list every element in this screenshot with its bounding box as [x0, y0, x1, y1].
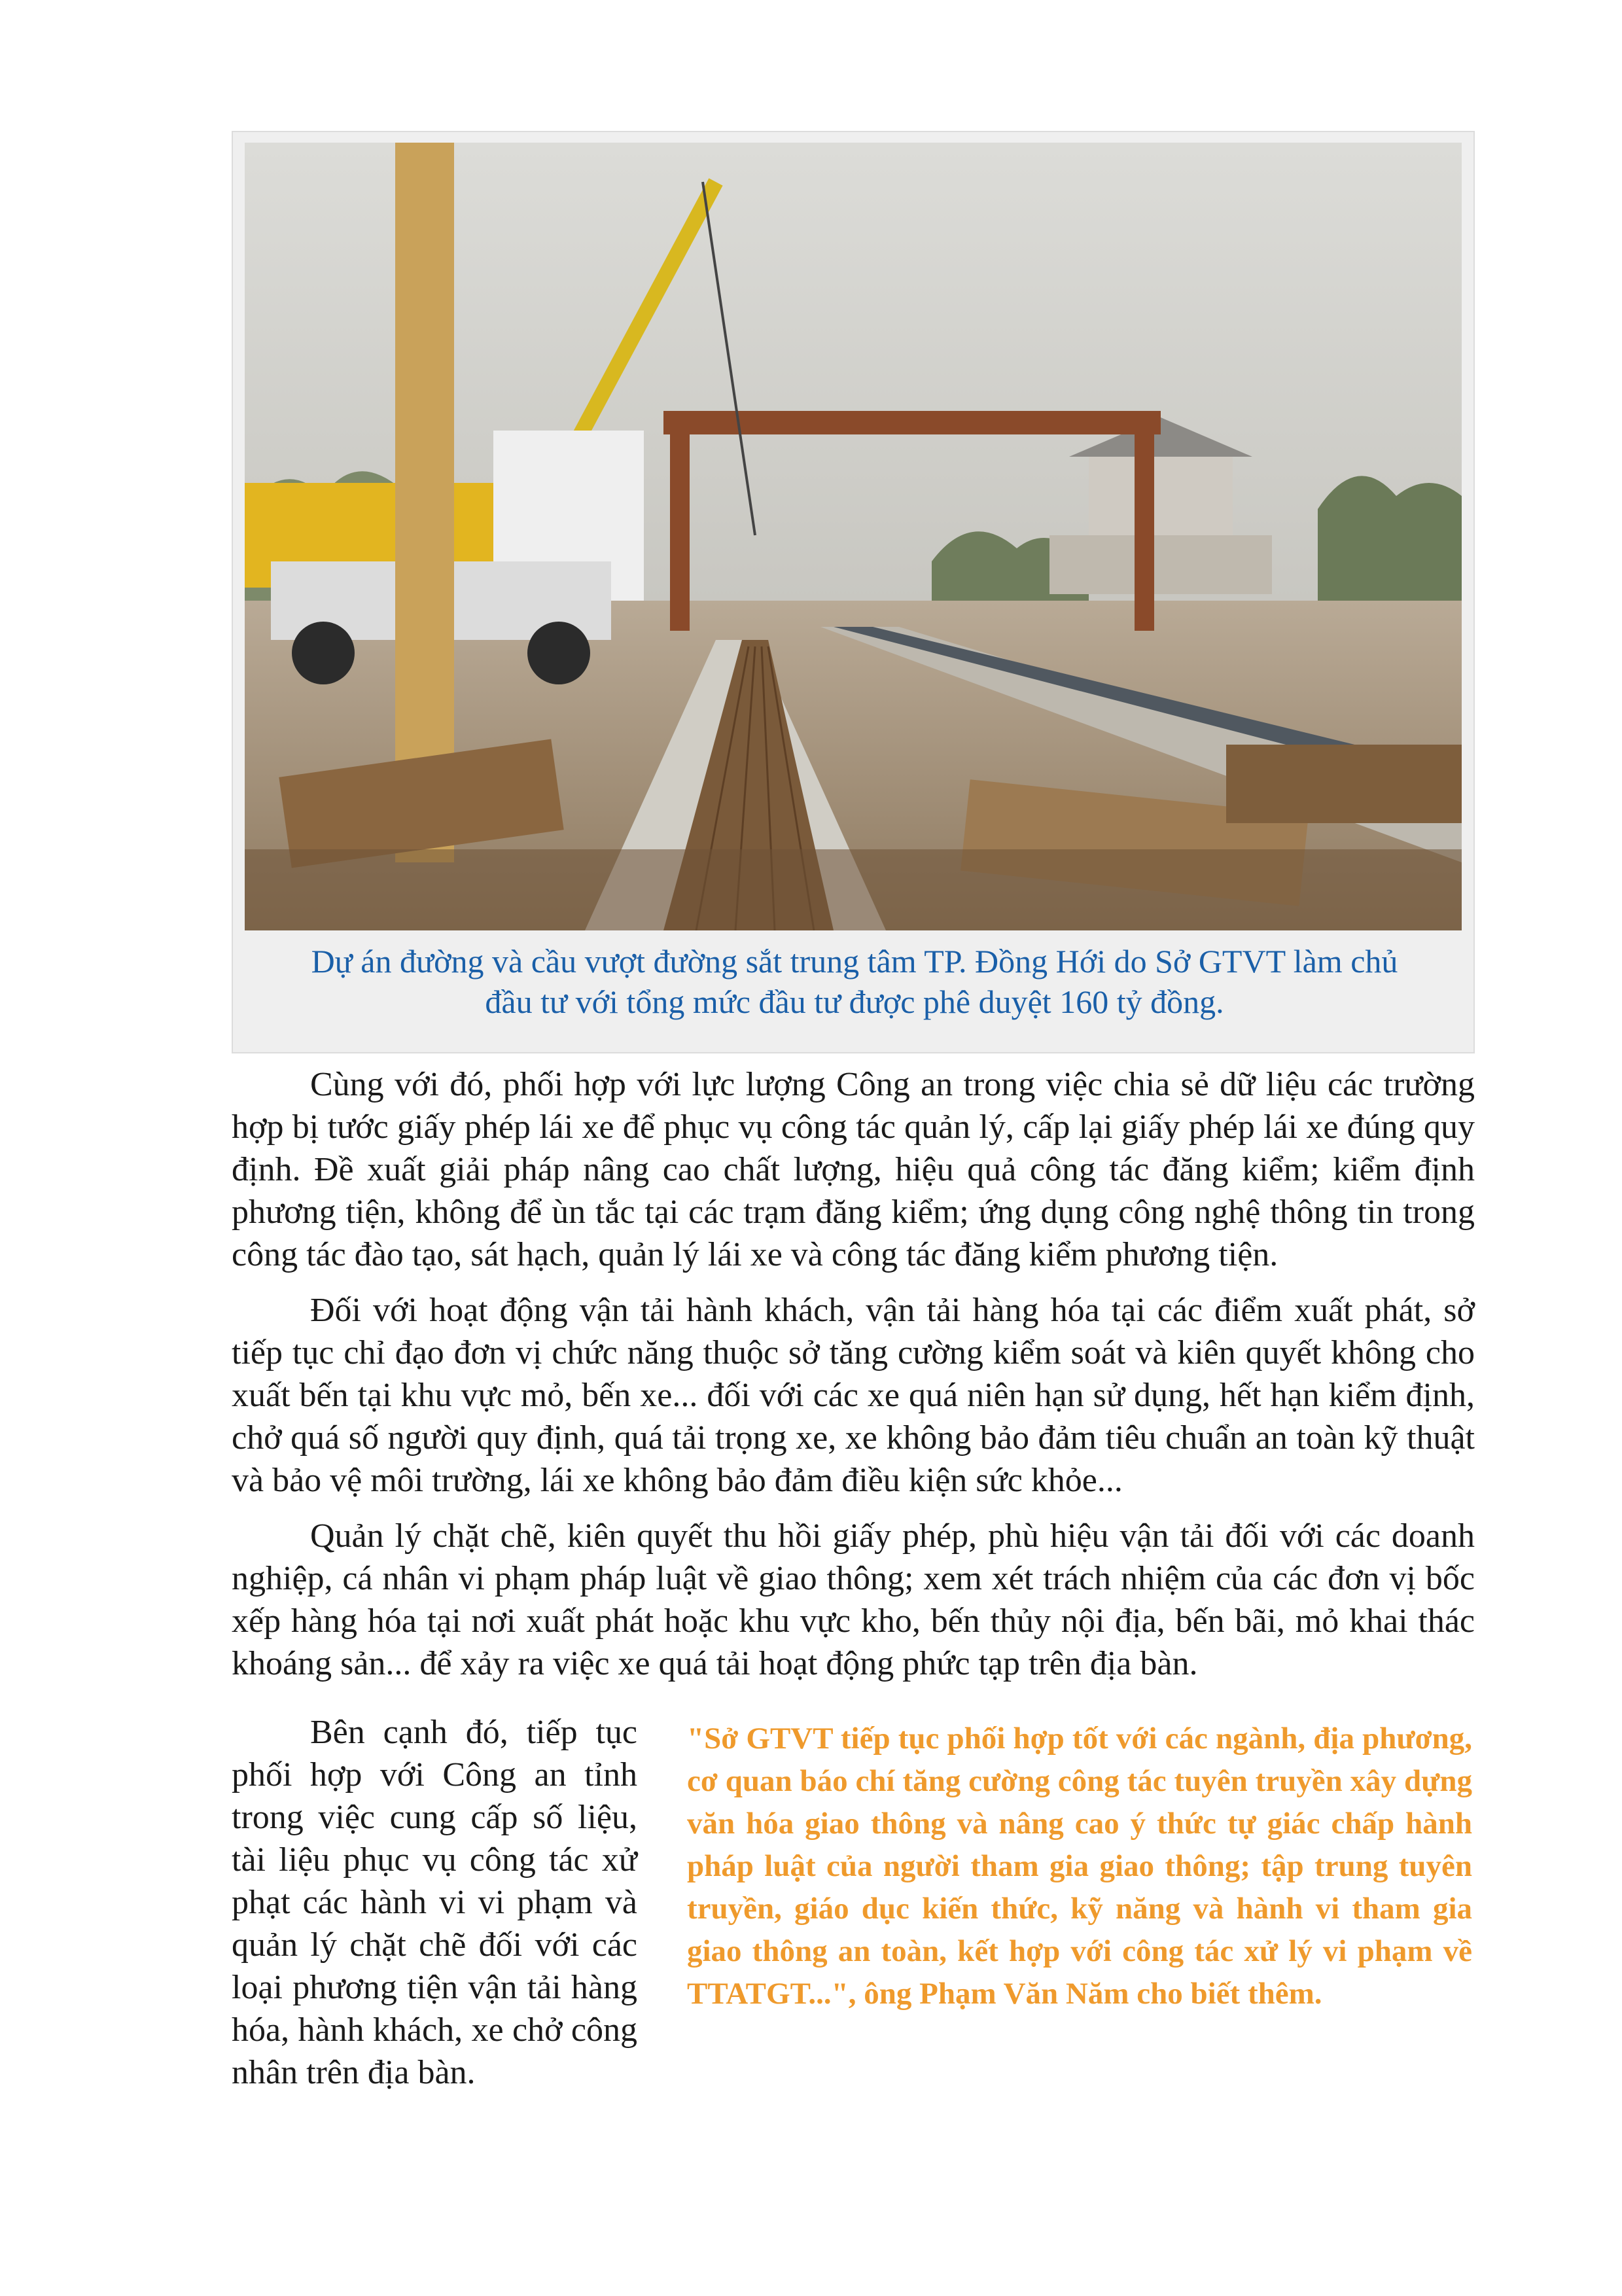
photo-caption: [245, 941, 1464, 1022]
body-paragraph: Đối với hoạt động vận tải hành khách, vận tải hàng hóa tại các điểm xuất phát, sở tiếp tục chỉ đạo đơn vị chức năng thuộc sở tăng cường kiểm soát và kiên quyết không cho xuất bến tại khu vực mỏ, bến xe... đối với các xe quá niên hạn sử dụng, hết hạn kiểm định, chở quá số người quy định, quá tải trọng xe, xe không bảo đảm tiêu chuẩn an toàn kỹ thuật và bảo vệ môi trường, lái xe không bảo đảm điều kiện sức khỏe...: [232, 1292, 1475, 1499]
caption-line-2: đầu tư với tổng mức đầu tư được phê duyệt 160 tỷ đồng.: [485, 983, 1224, 1020]
body-paragraph: Quản lý chặt chẽ, kiên quyết thu hồi giấy phép, phù hiệu vận tải đối với các doanh nghiệp, cá nhân vi phạm pháp luật về giao thông; xem xét trách nhiệm của các đơn vị bốc xếp hàng hóa tại nơi xuất phát hoặc khu vực kho, bến thủy nội địa, bến bãi, mỏ khai thác khoáng sản... để xảy ra việc xe quá tải hoạt động phức tạp trên địa bàn.: [232, 1517, 1475, 1682]
caption-line-1: Dự án đường và cầu vượt đường sắt trung tâm TP. Đồng Hới do Sở GTVT làm chủ: [311, 943, 1398, 980]
article-body: [232, 1063, 1475, 1698]
construction-site-photo: [245, 143, 1462, 930]
photo-figure: [232, 131, 1475, 1053]
construction-photo-illustration: [245, 143, 1462, 930]
pull-quote-text: "Sở GTVT tiếp tục phối hợp tốt với các ngành, địa phương, cơ quan báo chí tăng cường công tác tuyên truyền xây dựng văn hóa giao thông và nâng cao ý thức tự giác chấp hành pháp luật của người tham gia giao thông; tập trung tuyên truyền, giáo dục kiến thức, kỹ năng và hành vi tham gia giao thông an toàn, kết hợp với công tác xử lý vi phạm về TTATGT...", ông Phạm Văn Năm cho biết thêm.: [687, 1722, 1472, 2011]
body-paragraph: Cùng với đó, phối hợp với lực lượng Công an trong việc chia sẻ dữ liệu các trường hợp bị tước giấy phép lái xe để phục vụ công tác quản lý, cấp lại giấy phép lái xe đúng quy định. Đề xuất giải pháp nâng cao chất lượng, hiệu quả công tác đăng kiểm; kiểm định phương tiện, không để ùn tắc tại các trạm đăng kiểm; ứng dụng công nghệ thông tin trong công tác đào tạo, sát hạch, quản lý lái xe và công tác đăng kiểm phương tiện.: [232, 1066, 1475, 1273]
pull-quote: [687, 1718, 1472, 2015]
left-column-paragraph: Bên cạnh đó, tiếp tục phối hợp với Công an tỉnh trong việc cung cấp số liệu, tài liệu phục vụ công tác xử phạt các hành vi vi phạm và quản lý chặt chẽ đối với các loại phương tiện vận tải hàng hóa, hành khách, xe chở công nhân trên địa bàn.: [232, 1714, 637, 2091]
left-column: [232, 1711, 637, 2094]
